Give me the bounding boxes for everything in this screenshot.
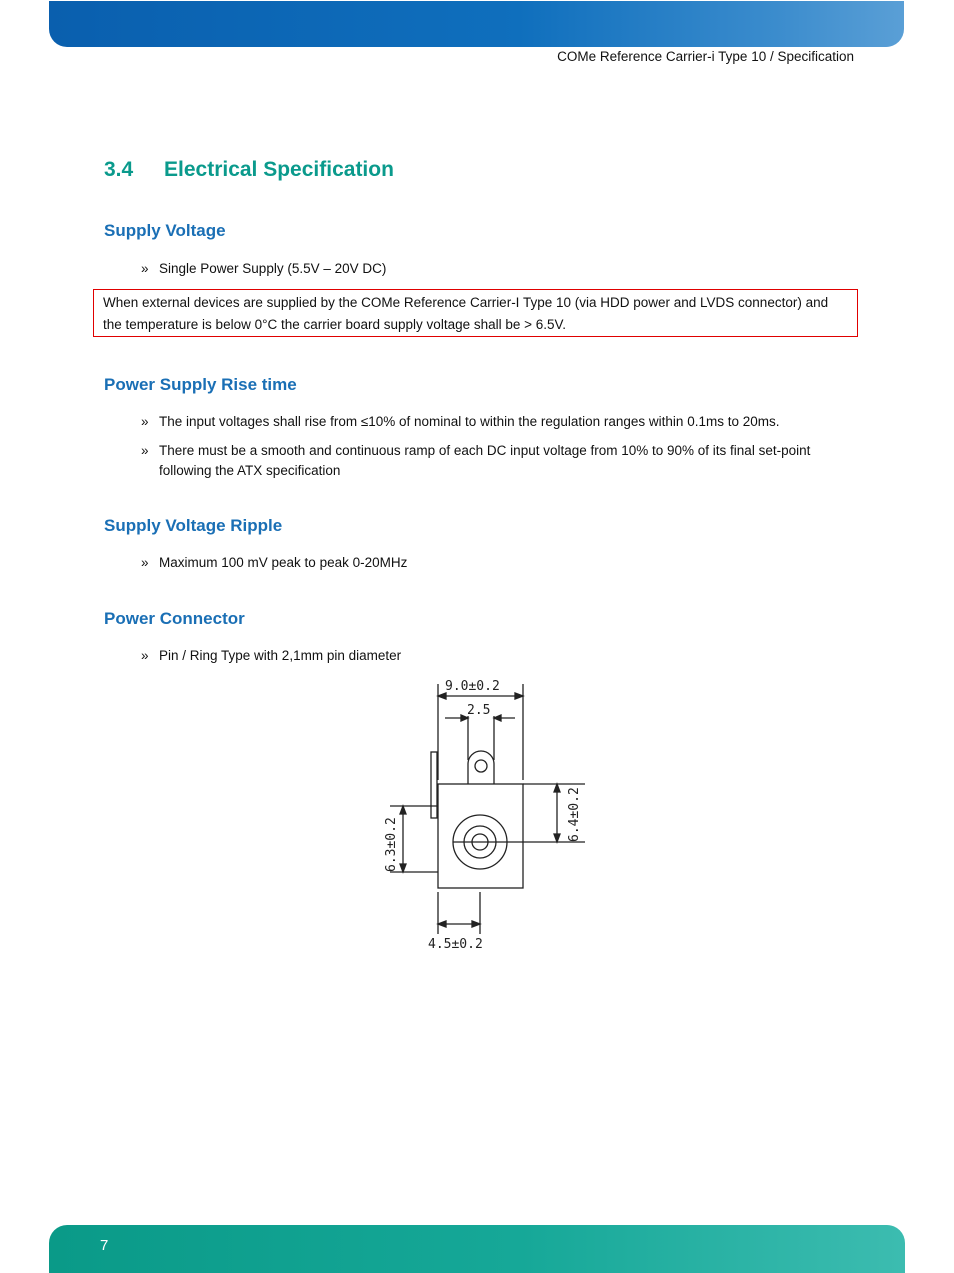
bullet-mark: » <box>141 443 149 458</box>
heading-ripple: Supply Voltage Ripple <box>104 516 283 535</box>
document-title: COMe Reference Carrier-i Type 10 / Specification <box>557 49 854 64</box>
bullet-mark: » <box>141 648 149 663</box>
warning-note <box>93 289 858 337</box>
bullet-text: Pin / Ring Type with 2,1mm pin diameter <box>159 648 402 663</box>
dim-label-bottom: 4.5±0.2 <box>428 937 483 952</box>
heading-supply-voltage: Supply Voltage <box>104 221 226 240</box>
dim-label-height-left: 6.3±0.2 <box>384 817 399 872</box>
header-band <box>49 1 904 47</box>
dim-label-pin-offset: 2.5 <box>467 703 491 718</box>
bullet-mark: » <box>141 555 149 570</box>
list-item <box>141 441 856 481</box>
dim-width <box>438 684 523 780</box>
section-heading <box>104 158 394 182</box>
connector-body <box>438 784 523 888</box>
connector-drawing <box>365 676 595 956</box>
dim-label-width: 9.0±0.2 <box>445 679 500 694</box>
heading-rise-time: Power Supply Rise time <box>104 375 297 394</box>
bullet-text: The input voltages shall rise from ≤10% of nominal to within the regulation ranges within 0.1ms to 20ms. <box>159 414 780 429</box>
section-number: 3.4 <box>104 158 134 181</box>
bullet-mark: » <box>141 261 149 276</box>
bullet-mark: » <box>141 414 149 429</box>
connector-tab <box>468 751 494 784</box>
bullet-text: Single Power Supply (5.5V – 20V DC) <box>159 261 387 276</box>
note-line: When external devices are supplied by the COMe Reference Carrier-I Type 10 (via HDD power and LVDS connector) and <box>103 295 829 310</box>
bullet-text-continued: following the ATX specification <box>159 463 341 478</box>
bullet-text: Maximum 100 mV peak to peak 0-20MHz <box>159 555 408 570</box>
list-item <box>141 553 856 573</box>
side-clip <box>431 752 437 818</box>
list-item <box>141 259 856 279</box>
tab-hole <box>475 760 487 772</box>
page-number: 7 <box>100 1237 109 1254</box>
dim-pin-offset <box>445 716 515 760</box>
list-item <box>141 646 856 666</box>
heading-power-connector: Power Connector <box>104 609 245 628</box>
dim-label-height-right: 6.4±0.2 <box>567 787 582 842</box>
section-title: Electrical Specification <box>164 158 394 181</box>
note-line: the temperature is below 0°C the carrier board supply voltage shall be > 6.5V. <box>103 317 567 332</box>
bullet-text: There must be a smooth and continuous ramp of each DC input voltage from 10% to 90% of its final set-point <box>159 443 811 458</box>
footer-band <box>49 1225 905 1273</box>
list-item <box>141 412 856 432</box>
dim-bottom <box>438 892 480 934</box>
